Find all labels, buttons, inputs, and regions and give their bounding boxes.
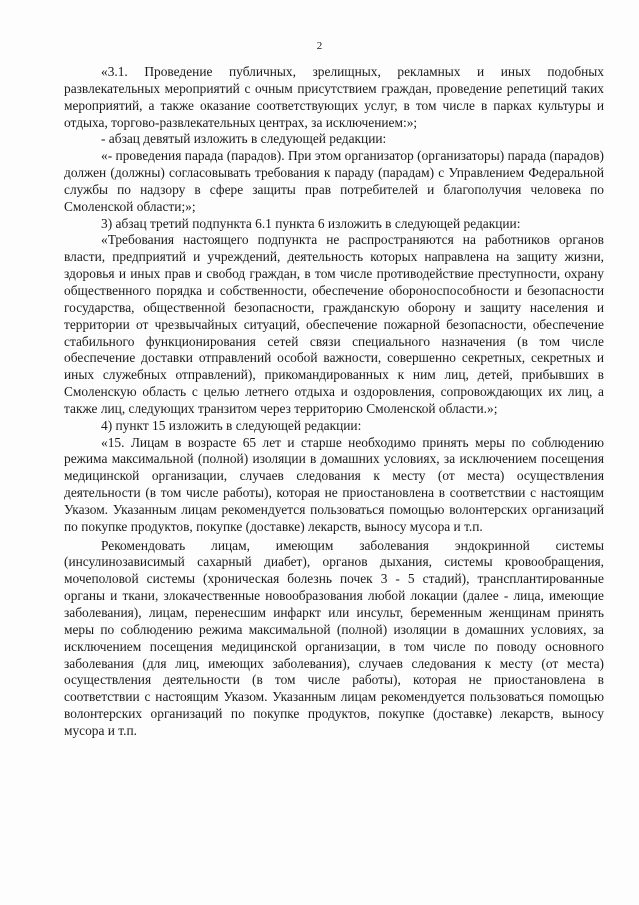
paragraph-parade: «- проведения парада (парадов). При этом организатор (организаторы) парада (парадов) должен (должны) согласовывать требования к параду (парадам) с Управлением Федеральной службы по надзору в сфере защиты прав потребителей и благополучия человека по Смоленской области;»; [64, 148, 604, 214]
paragraph-clause-15: «15. Лицам в возрасте 65 лет и старше необходимо принять меры по соблюдению режима максимальной (полной) изоляции в домашних условиях, за исключением посещения медицинской организации, случаев следования к месту (от места) осуществления деятельности (в том числе работы), которая не приостановлена в соответствии с настоящим Указом. Указанным лицам рекомендуется пользоваться помощью волонтерских организаций по покупке продуктов, покупке (доставке) лекарств, выносу мусора и т.п. [64, 434, 604, 534]
paragraph-amend-ninth: - абзац девятый изложить в следующей редакции: [101, 131, 387, 147]
document-body [64, 64, 604, 740]
paragraph-recommendation: Рекомендовать лицам, имеющим заболевания эндокринной системы (инсулинозависимый сахарный диабет), органов дыхания, системы кровообращения, мочеполовой системы (хроническая болезнь почек 3 - 5 стадий), трансплантированные органы и ткани, злокачественные новообразования любой локации (далее - лица, имеющие заболевания), лицам, перенесшим инфаркт или инсульт, беременным женщинам принять меры по соблюдению режима максимальной (полной) изоляции в домашних условиях, за исключением посещения медицинской организации, в том числе по поводу основного заболевания (для лиц, имеющих заболевания), случаев следования к месту (от места) осуществления деятельности (в том числе работы), которая не приостановлена в соответствии с настоящим Указом. Указанным лицам рекомендуется пользоваться помощью волонтерских организаций по покупке продуктов, покупке (доставке) лекарств, выносу мусора и т.п. [64, 537, 604, 738]
page-number: 2 [316, 40, 323, 52]
paragraph-item-4: 4) пункт 15 изложить в следующей редакции: [101, 417, 362, 433]
paragraph-item-3: 3) абзац третий подпункта 6.1 пункта 6 изложить в следующей редакции: [101, 215, 521, 231]
paragraph-3-1-quote: «3.1. Проведение публичных, зрелищных, рекламных и иных подобных развлекательных мероприятий с очным присутствием граждан, проведение репетиций таких мероприятий, а также оказание соответствующих услуг, в том числе в парках культуры и отдыха, торгово-развлекательных центрах, за исключением:»; [64, 64, 604, 130]
paragraph-requirements: «Требования настоящего подпункта не распространяются на работников органов власти, предприятий и учреждений, деятельность которых направлена на защиту жизни, здоровья и иных прав и свобод граждан, в том числе противодействие преступности, охрану общественного порядка и собственности, обеспечение обороноспособности и безопасности государства, общественной безопасности, гражданскую оборону и защиту населения и территории от чрезвычайных ситуаций, обеспечение пожарной безопасности, обеспечение стабильного функционирования сетей связи специального назначения (в том числе обеспечение доставки отправлений особой важности, совершенно секретных, секретных и иных служебных отправлений), прикомандированных к ним лиц, детей, прибывших в Смоленскую область с целью летнего отдыха и оздоровления, сопровождающих их лиц, а также лиц, следующих транзитом через территорию Смоленской области.»; [64, 232, 604, 416]
